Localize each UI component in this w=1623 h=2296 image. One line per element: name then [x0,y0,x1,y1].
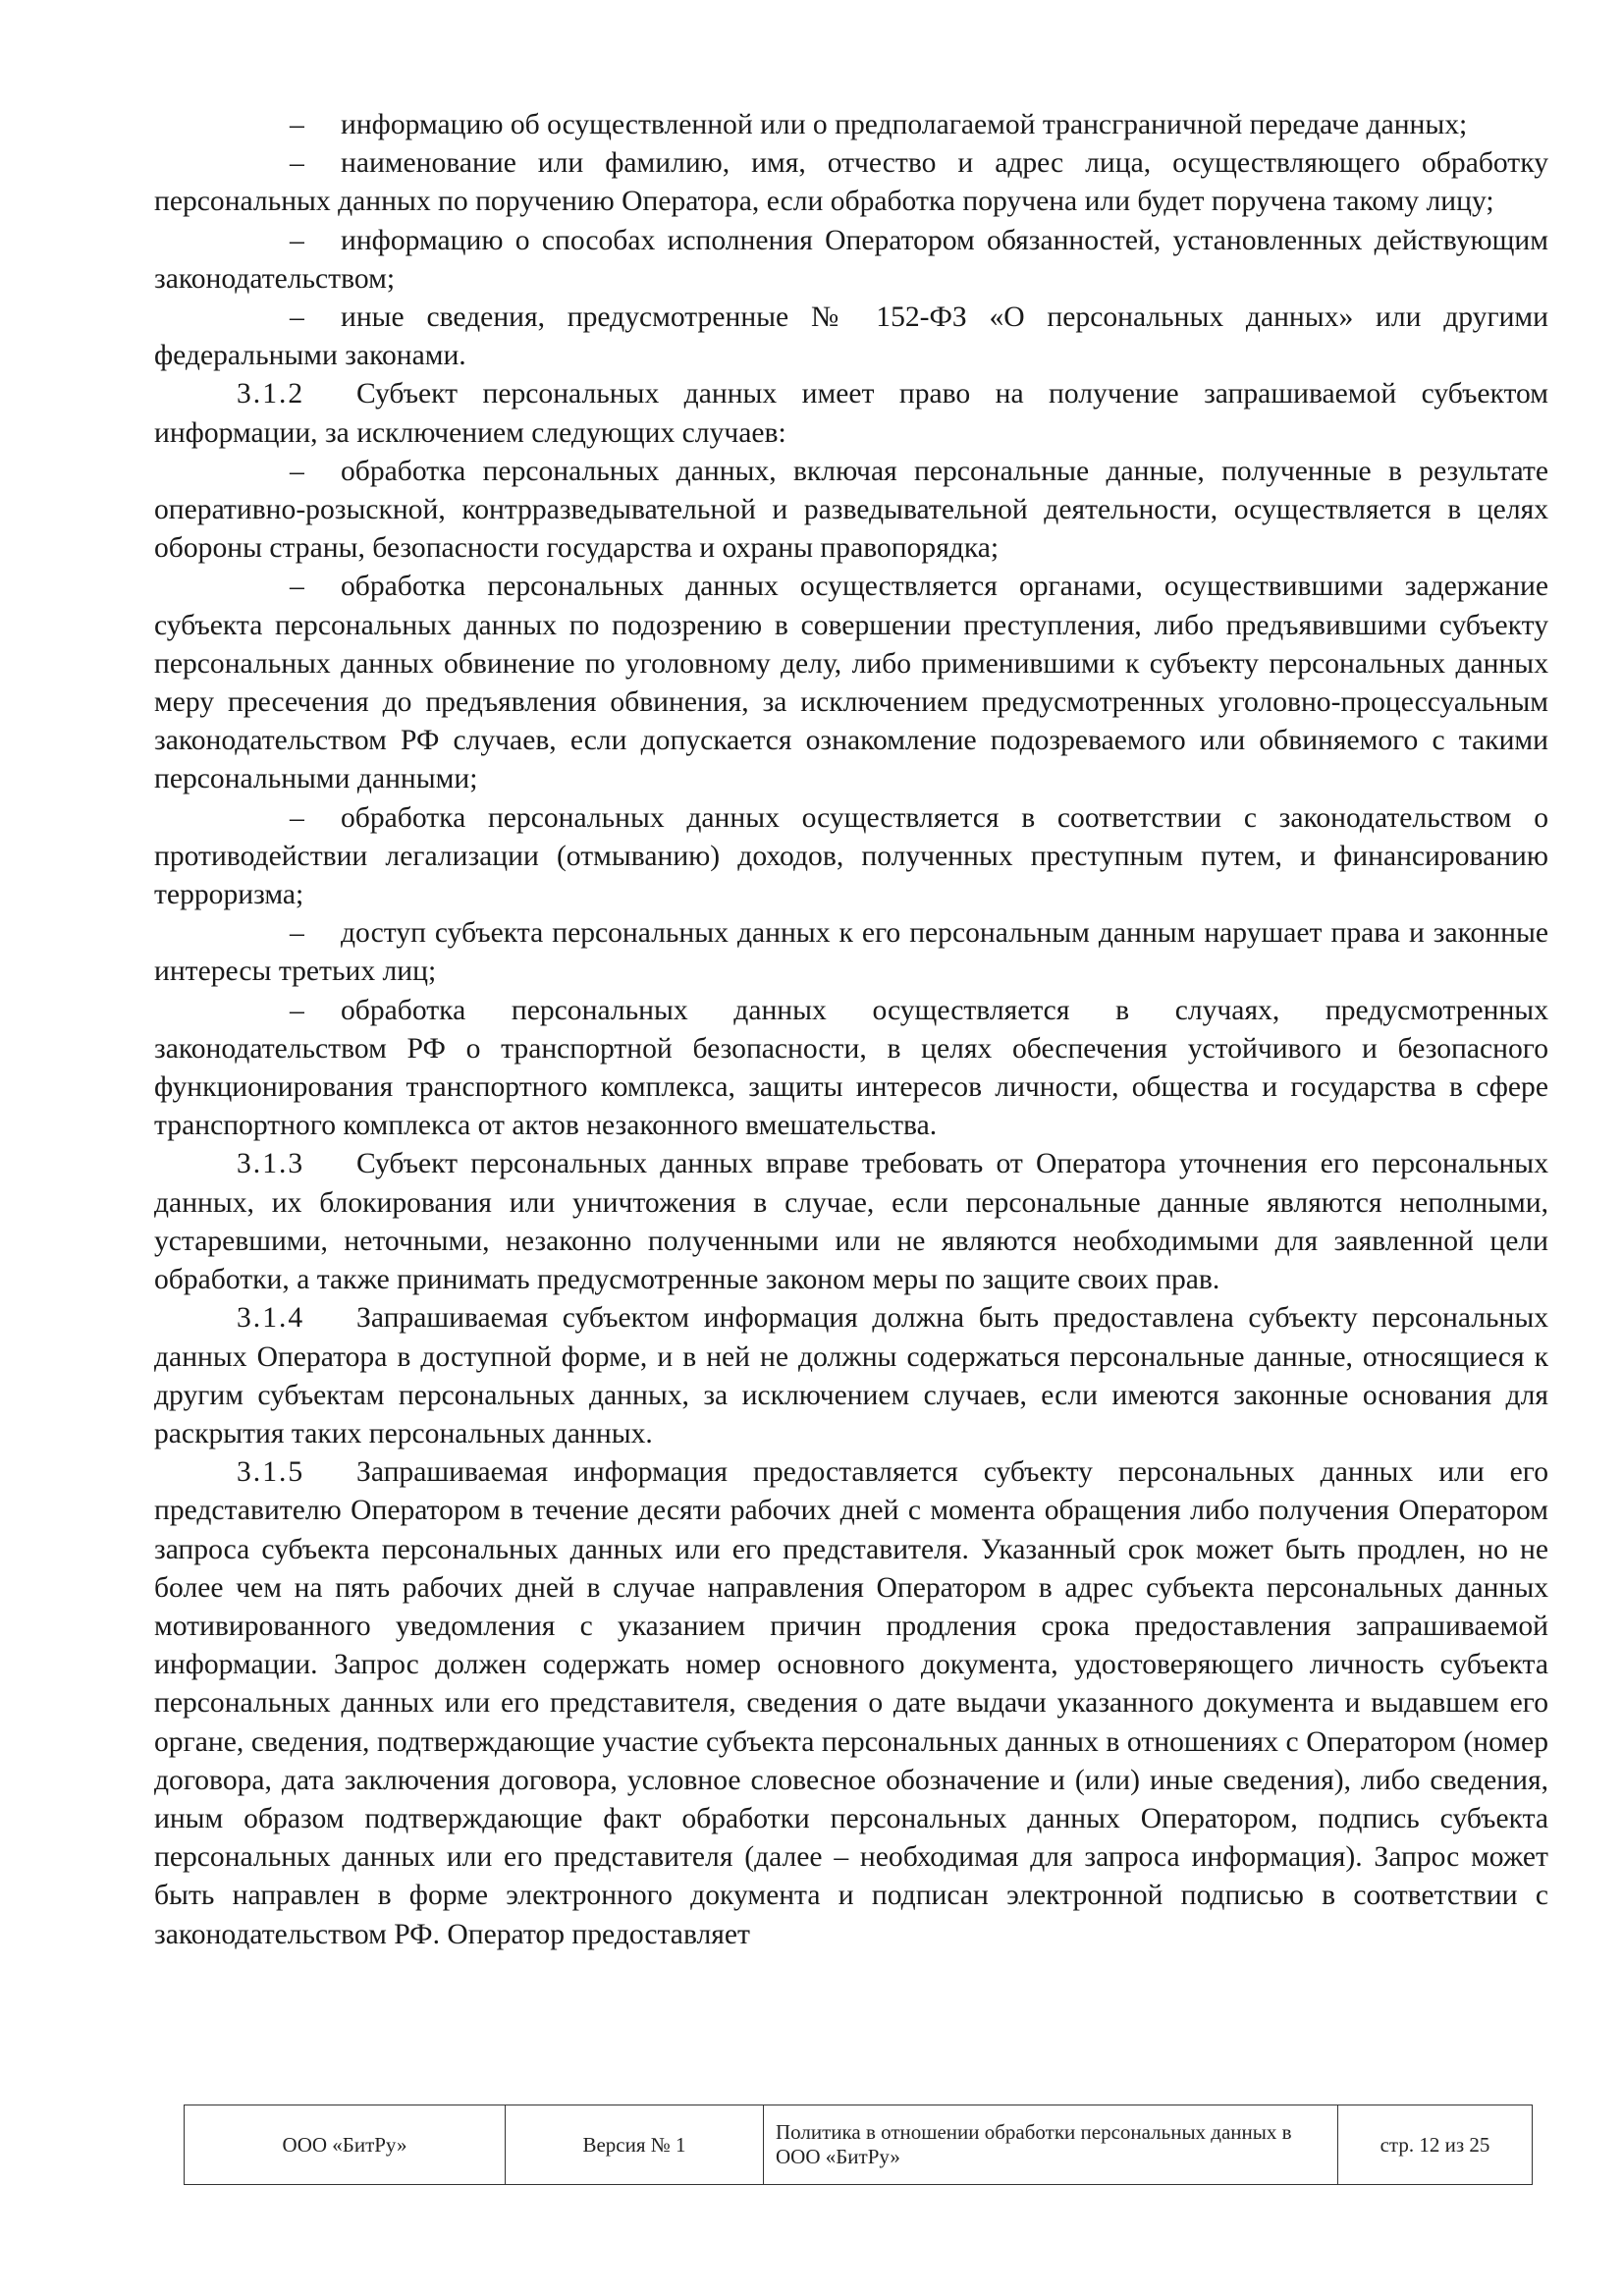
dash-marker: – [290,109,304,140]
dash-marker: – [290,147,304,180]
dash-marker: – [290,301,304,334]
dash-marker: – [290,917,304,950]
clause-number: 3.1.3 [237,1148,305,1180]
clause-paragraph [154,1299,1548,1453]
paragraph-text: иные сведения, предусмотренные № 152-ФЗ «О персональных данных» или другими федеральными законами. [154,301,1548,372]
footer-policy-title: Политика в отношении обработки персональных данных в ООО «БитРу» [764,2105,1338,2185]
clause-paragraph [154,375,1548,452]
dash-marker: – [290,455,304,487]
paragraph-text: обработка персональных данных осуществляется органами, осуществившими задержание субъекта персональных данных по подозрению в совершении преступления, либо предъявившими субъекту персональных данных обвинение по уголовному делу, либо применившими к субъекту персональных данных меру пресечения до предъявления обвинения, за исключением предусмотренных уголовно-процессуальным законодательством РФ случаев, если допускается ознакомление подозреваемого или обвиняемого с такими персональными данными; [154,571,1548,795]
clause-paragraph [154,1145,1548,1299]
paragraph-text: Субъект персональных данных имеет право на получение запрашиваемой субъектом информации, за исключением следующих случаев: [154,378,1548,449]
paragraph-text: Запрашиваемая субъектом информация должна быть предоставлена субъекту персональных данных Оператора в доступной форме, и в ней не должны содержаться персональные данные, относящиеся к другим субъектам персональных данных, за исключением случаев, если имеются законные основания для раскрытия таких персональных данных. [154,1302,1548,1449]
dash-marker: – [290,224,304,256]
paragraph-text: обработка персональных данных осуществляется в случаях, предусмотренных законодательством РФ о транспортной безопасности, в целях обеспечения устойчивого и безопасного функционирования транспортного комплекса, защиты интересов личности, общества и государства в сфере транспортного комплекса от актов незаконного вмешательства. [154,994,1548,1142]
list-item [154,144,1548,221]
page-footer [184,2105,1533,2185]
paragraph-text: обработка персональных данных, включая персональные данные, полученные в результате оперативно-розыскной, контрразведывательной и разведывательной деятельности, осуществляется в целях обороны страны, безопасности государства и охраны правопорядка; [154,455,1548,565]
clause-number: 3.1.5 [237,1456,305,1489]
paragraph-text: Субъект персональных данных вправе требовать от Оператора уточнения его персональных данных, их блокирования или уничтожения в случае, если персональные данные являются неполными, устаревшими, неточными, незаконно полученными или не являются необходимыми для заявленной цели обработки, а также принимать предусмотренные законом меры по защите своих прав. [154,1148,1548,1296]
dash-marker: – [290,801,304,834]
paragraph-text: информацию об осуществленной или о предполагаемой трансграничной передаче данных; [341,109,1468,140]
clause-number: 3.1.4 [237,1302,305,1335]
paragraph-text: Запрашиваемая информация предоставляется субъекту персональных данных или его представителю Оператором в течение десяти рабочих дней с момента обращения либо получения Оператором запроса субъекта персональных данных или его представителя. Указанный срок может быть продлен, но не более чем на пять рабочих дней в случае направления Оператором в адрес субъекта персональных данных мотивированного уведомления с указанием причин продления срока предоставления запрашиваемой информации. Запрос должен содержать номер основного документа, удостоверяющего личность субъекта персональных данных или его представителя, сведения о дате выдачи указанного документа и выдавшем его органе, сведения, подтверждающие участие субъекта персональных данных в отношениях с Оператором (номер договора, дата заключения договора, условное словесное обозначение и (или) иные сведения), либо сведения, иным образом подтверждающие факт обработки персональных данных Оператором, подпись субъекта персональных данных или его представителя (далее – необходимая для запроса информация). Запрос может быть направлен в форме электронного документа и подписан электронной подписью в соответствии с законодательством РФ. Оператор предоставляет [154,1456,1548,1950]
list-item [154,453,1548,569]
paragraph-text: доступ субъекта персональных данных к его персональным данным нарушает права и законные интересы третьих лиц; [154,917,1548,988]
dash-marker: – [290,571,304,603]
footer-version: Версия № 1 [506,2105,764,2185]
document-body [154,106,1548,1954]
list-item [154,799,1548,915]
list-item [154,568,1548,798]
list-item [154,914,1548,991]
list-item [154,106,1548,144]
list-item [154,299,1548,375]
dash-marker: – [290,994,304,1026]
footer-page-number: стр. 12 из 25 [1338,2105,1533,2185]
footer-company: ООО «БитРу» [185,2105,506,2185]
paragraph-text: обработка персональных данных осуществляется в соответствии с законодательством о противодействии легализации (отмыванию) доходов, полученных преступным путем, и финансированию терроризма; [154,801,1548,911]
clause-paragraph [154,1453,1548,1954]
clause-number: 3.1.2 [237,378,305,410]
paragraph-text: наименование или фамилию, имя, отчество и адрес лица, осуществляющего обработку персональных данных по поручению Оператора, если обработка поручена или будет поручена такому лицу; [154,147,1548,218]
paragraph-text: информацию о способах исполнения Оператором обязанностей, установленных действующим законодательством; [154,224,1548,295]
list-item [154,992,1548,1146]
list-item [154,222,1548,299]
